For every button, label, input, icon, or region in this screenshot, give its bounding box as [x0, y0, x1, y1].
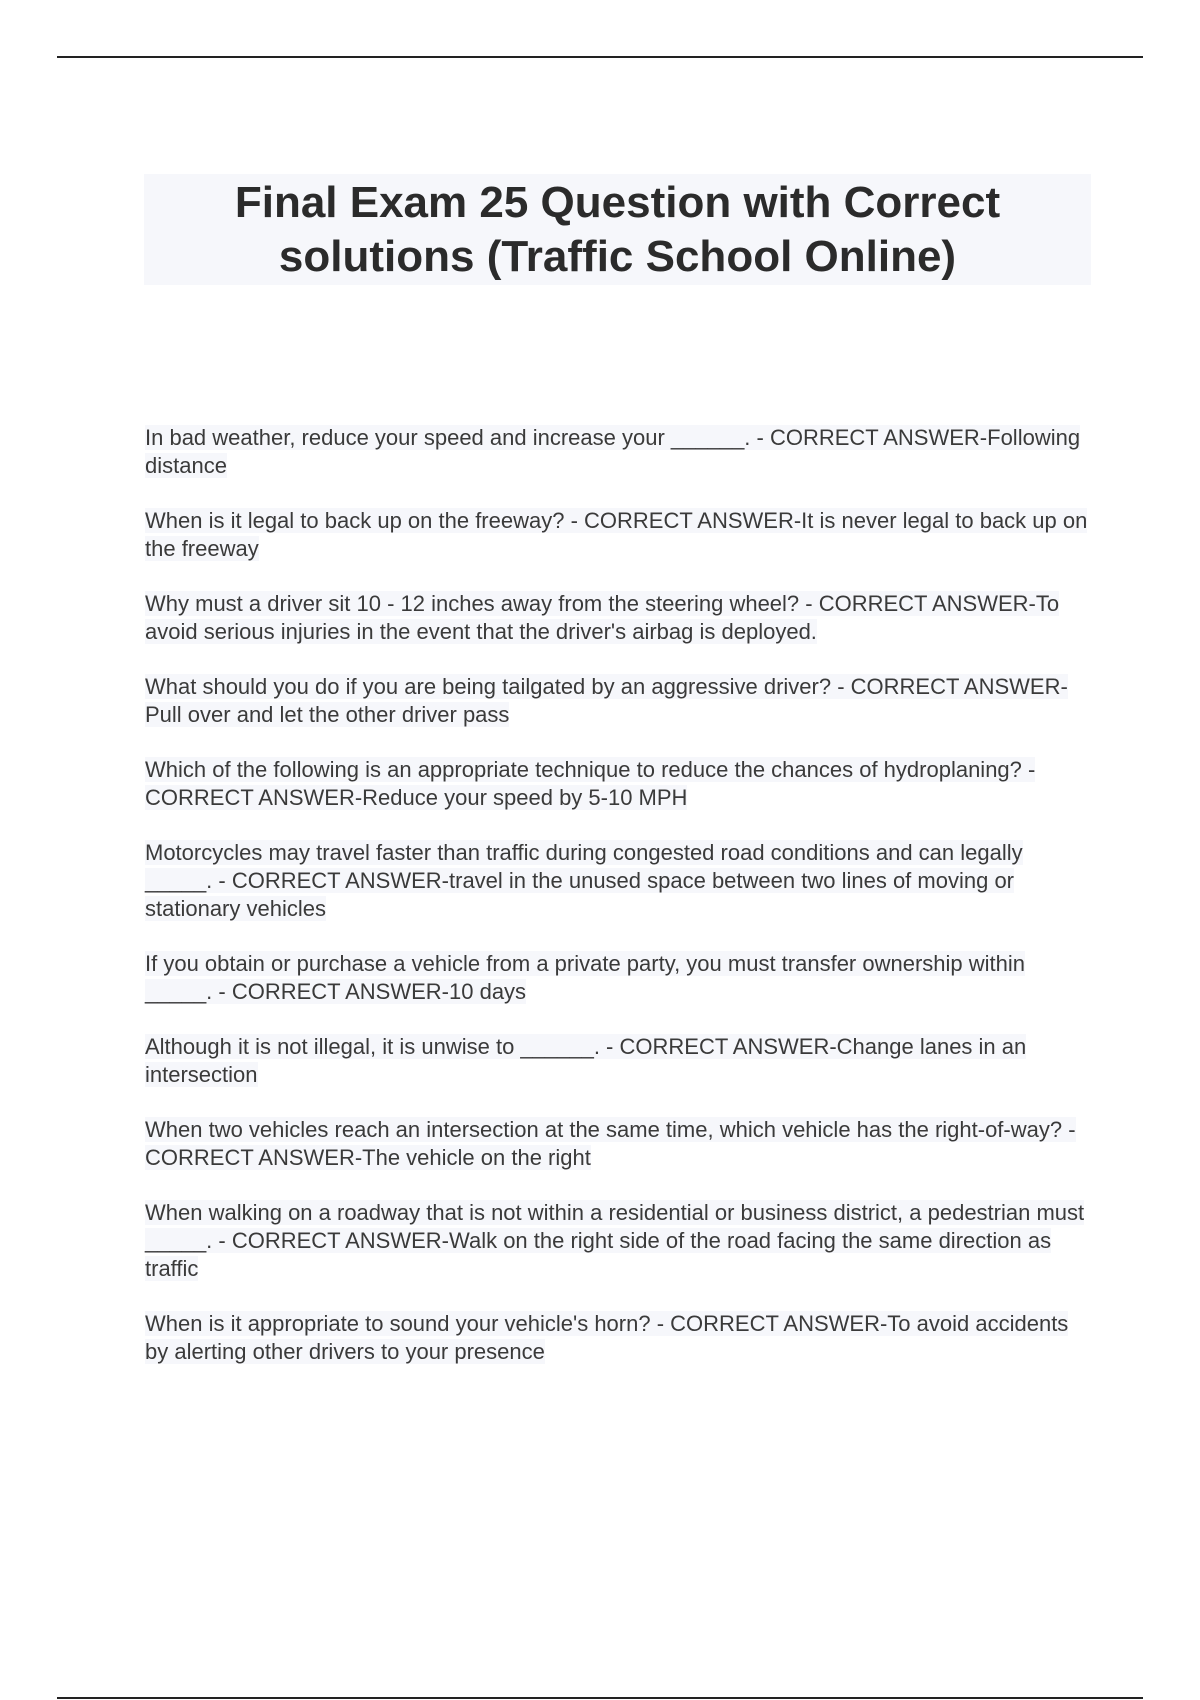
qa-text: Although it is not illegal, it is unwise to ______. - CORRECT ANSWER-Change lanes in an intersection — [145, 1034, 1027, 1087]
top-divider — [57, 56, 1143, 58]
qa-item — [145, 424, 1095, 480]
qa-item — [145, 1033, 1095, 1089]
qa-text: When walking on a roadway that is not within a residential or business district, a pedestrian must _____. - CORRECT ANSWER-Walk on the right side of the road facing the same direction as traffic — [145, 1200, 1085, 1281]
qa-item — [145, 1310, 1095, 1366]
qa-text: When is it legal to back up on the freeway? - CORRECT ANSWER-It is never legal to back up on the freeway — [145, 508, 1088, 561]
bottom-divider — [57, 1697, 1143, 1699]
qa-item — [145, 839, 1095, 923]
qa-item — [145, 507, 1095, 563]
qa-text: In bad weather, reduce your speed and increase your ______. - CORRECT ANSWER-Following distance — [145, 425, 1081, 478]
qa-item — [145, 950, 1095, 1006]
page-title: Final Exam 25 Question with Correct solutions (Traffic School Online) — [234, 177, 1001, 281]
qa-text: If you obtain or purchase a vehicle from a private party, you must transfer ownership within _____. - CORRECT ANSWER-10 days — [145, 951, 1026, 1004]
qa-text: Why must a driver sit 10 - 12 inches away from the steering wheel? - CORRECT ANSWER-To avoid serious injuries in the event that the driver's airbag is deployed. — [145, 591, 1060, 644]
qa-text: Motorcycles may travel faster than traffic during congested road conditions and can legally _____. - CORRECT ANSWER-travel in the unused space between two lines of moving or stationary vehicles — [145, 840, 1023, 921]
qa-item — [145, 1199, 1095, 1283]
qa-text: What should you do if you are being tailgated by an aggressive driver? - CORRECT ANSWER-Pull over and let the other driver pass — [145, 674, 1068, 727]
title-banner — [144, 174, 1091, 285]
qa-text: Which of the following is an appropriate technique to reduce the chances of hydroplaning? - CORRECT ANSWER-Reduce your speed by 5-10 MPH — [145, 757, 1036, 810]
qa-item — [145, 756, 1095, 812]
qa-item — [145, 1116, 1095, 1172]
qa-item — [145, 673, 1095, 729]
qa-text: When two vehicles reach an intersection at the same time, which vehicle has the right-of-way? - CORRECT ANSWER-The vehicle on the right — [145, 1117, 1076, 1170]
qa-text: When is it appropriate to sound your vehicle's horn? - CORRECT ANSWER-To avoid accidents by alerting other drivers to your presence — [145, 1311, 1069, 1364]
question-answer-list — [145, 424, 1095, 1393]
qa-item — [145, 590, 1095, 646]
